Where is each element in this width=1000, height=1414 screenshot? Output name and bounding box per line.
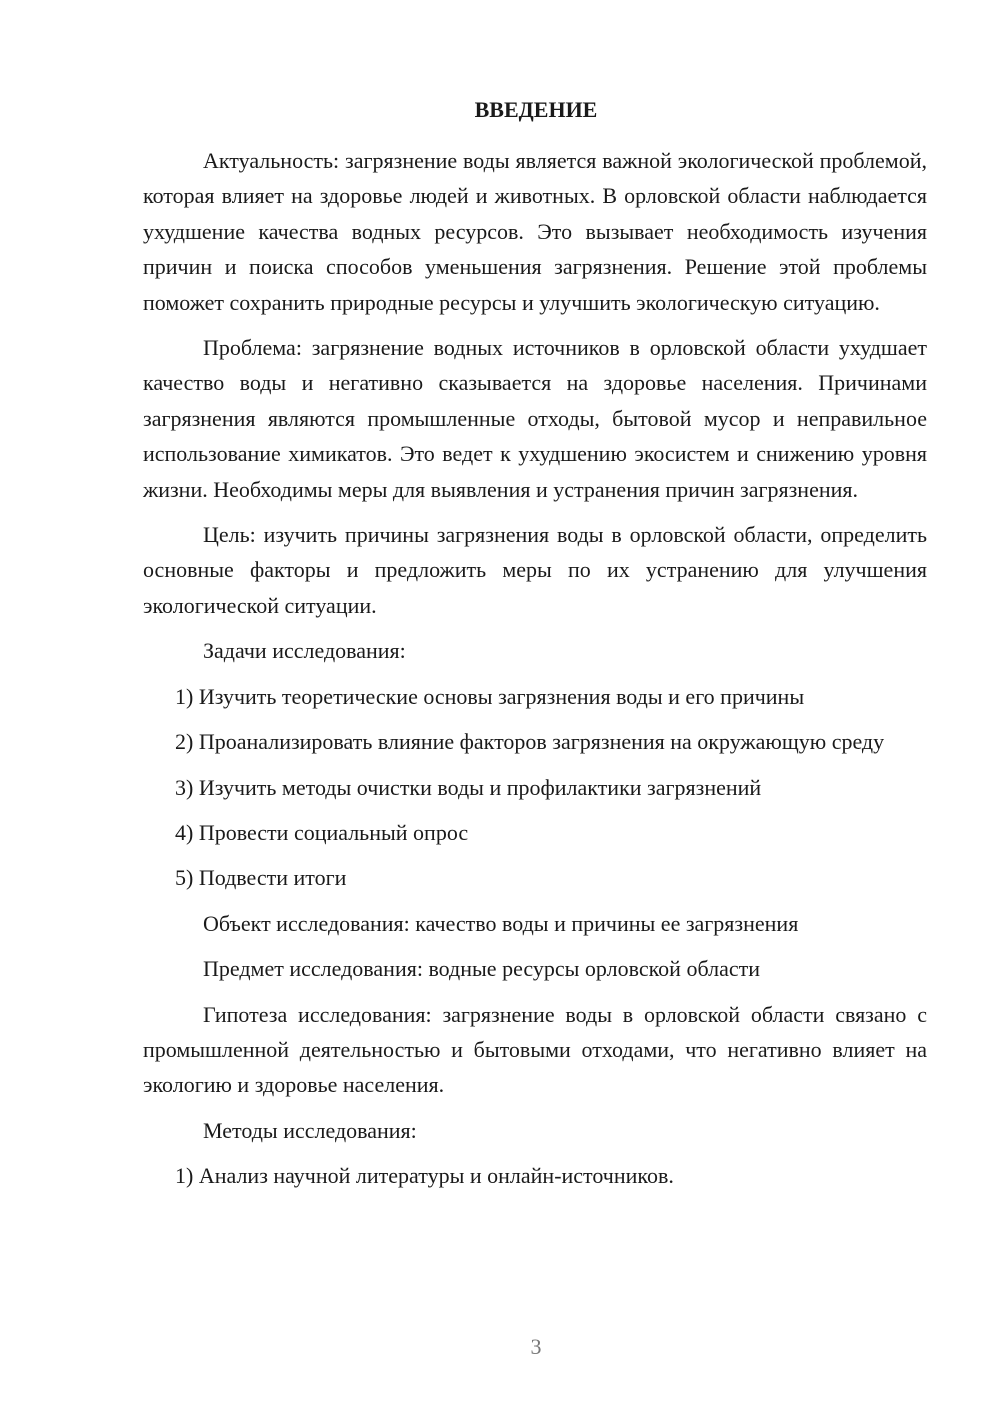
task-item: 1) Изучить теоретические основы загрязнения воды и его причины bbox=[175, 683, 805, 709]
task-item: 2) Проанализировать влияние факторов загрязнения на окружающую среду bbox=[175, 729, 885, 755]
relevance-paragraph: Актуальность: загрязнение воды является важной экологической проблемой, которая влияет на здоровье людей и животных. В орловской области наблюдается ухудшение качества водных ресурсов. Это вызывает необходимость изучения причин и поиска способов уменьшения загрязнения. Решение этой проблемы поможет сохранить природные ресурсы и улучшить экологическую ситуацию. bbox=[143, 148, 927, 315]
method-item: 1) Анализ научной литературы и онлайн-источников. bbox=[175, 1163, 674, 1189]
tasks-heading: Задачи исследования: bbox=[203, 638, 406, 664]
task-item: 5) Подвести итоги bbox=[175, 865, 347, 891]
body-text bbox=[143, 143, 927, 1204]
section-title: ВВЕДЕНИЕ bbox=[474, 97, 598, 122]
methods-heading: Методы исследования: bbox=[203, 1117, 417, 1143]
task-item: 3) Изучить методы очистки воды и профилактики загрязнений bbox=[175, 774, 762, 800]
research-subject: Предмет исследования: водные ресурсы орловской области bbox=[203, 956, 760, 982]
problem-paragraph: Проблема: загрязнение водных источников в орловской области ухудшает качество воды и негативно сказывается на здоровье населения. Причинами загрязнения являются промышленные отходы, бытовой мусор и неправильное использование химикатов. Это ведет к ухудшению экосистем и снижению уровня жизни. Необходимы меры для выявления и устранения причин загрязнения. bbox=[143, 335, 927, 502]
goal-paragraph: Цель: изучить причины загрязнения воды в орловской области, определить основные факторы и предложить меры по их устранению для улучшения экологической ситуации. bbox=[143, 522, 927, 618]
task-item: 4) Провести социальный опрос bbox=[175, 819, 469, 845]
hypothesis-paragraph: Гипотеза исследования: загрязнение воды в орловской области связано с промышленной деятельностью и бытовыми отходами, что негативно влияет на экологию и здоровье населения. bbox=[143, 1001, 927, 1098]
research-object: Объект исследования: качество воды и причины ее загрязнения bbox=[203, 910, 799, 936]
page-number: 3 bbox=[530, 1334, 542, 1359]
